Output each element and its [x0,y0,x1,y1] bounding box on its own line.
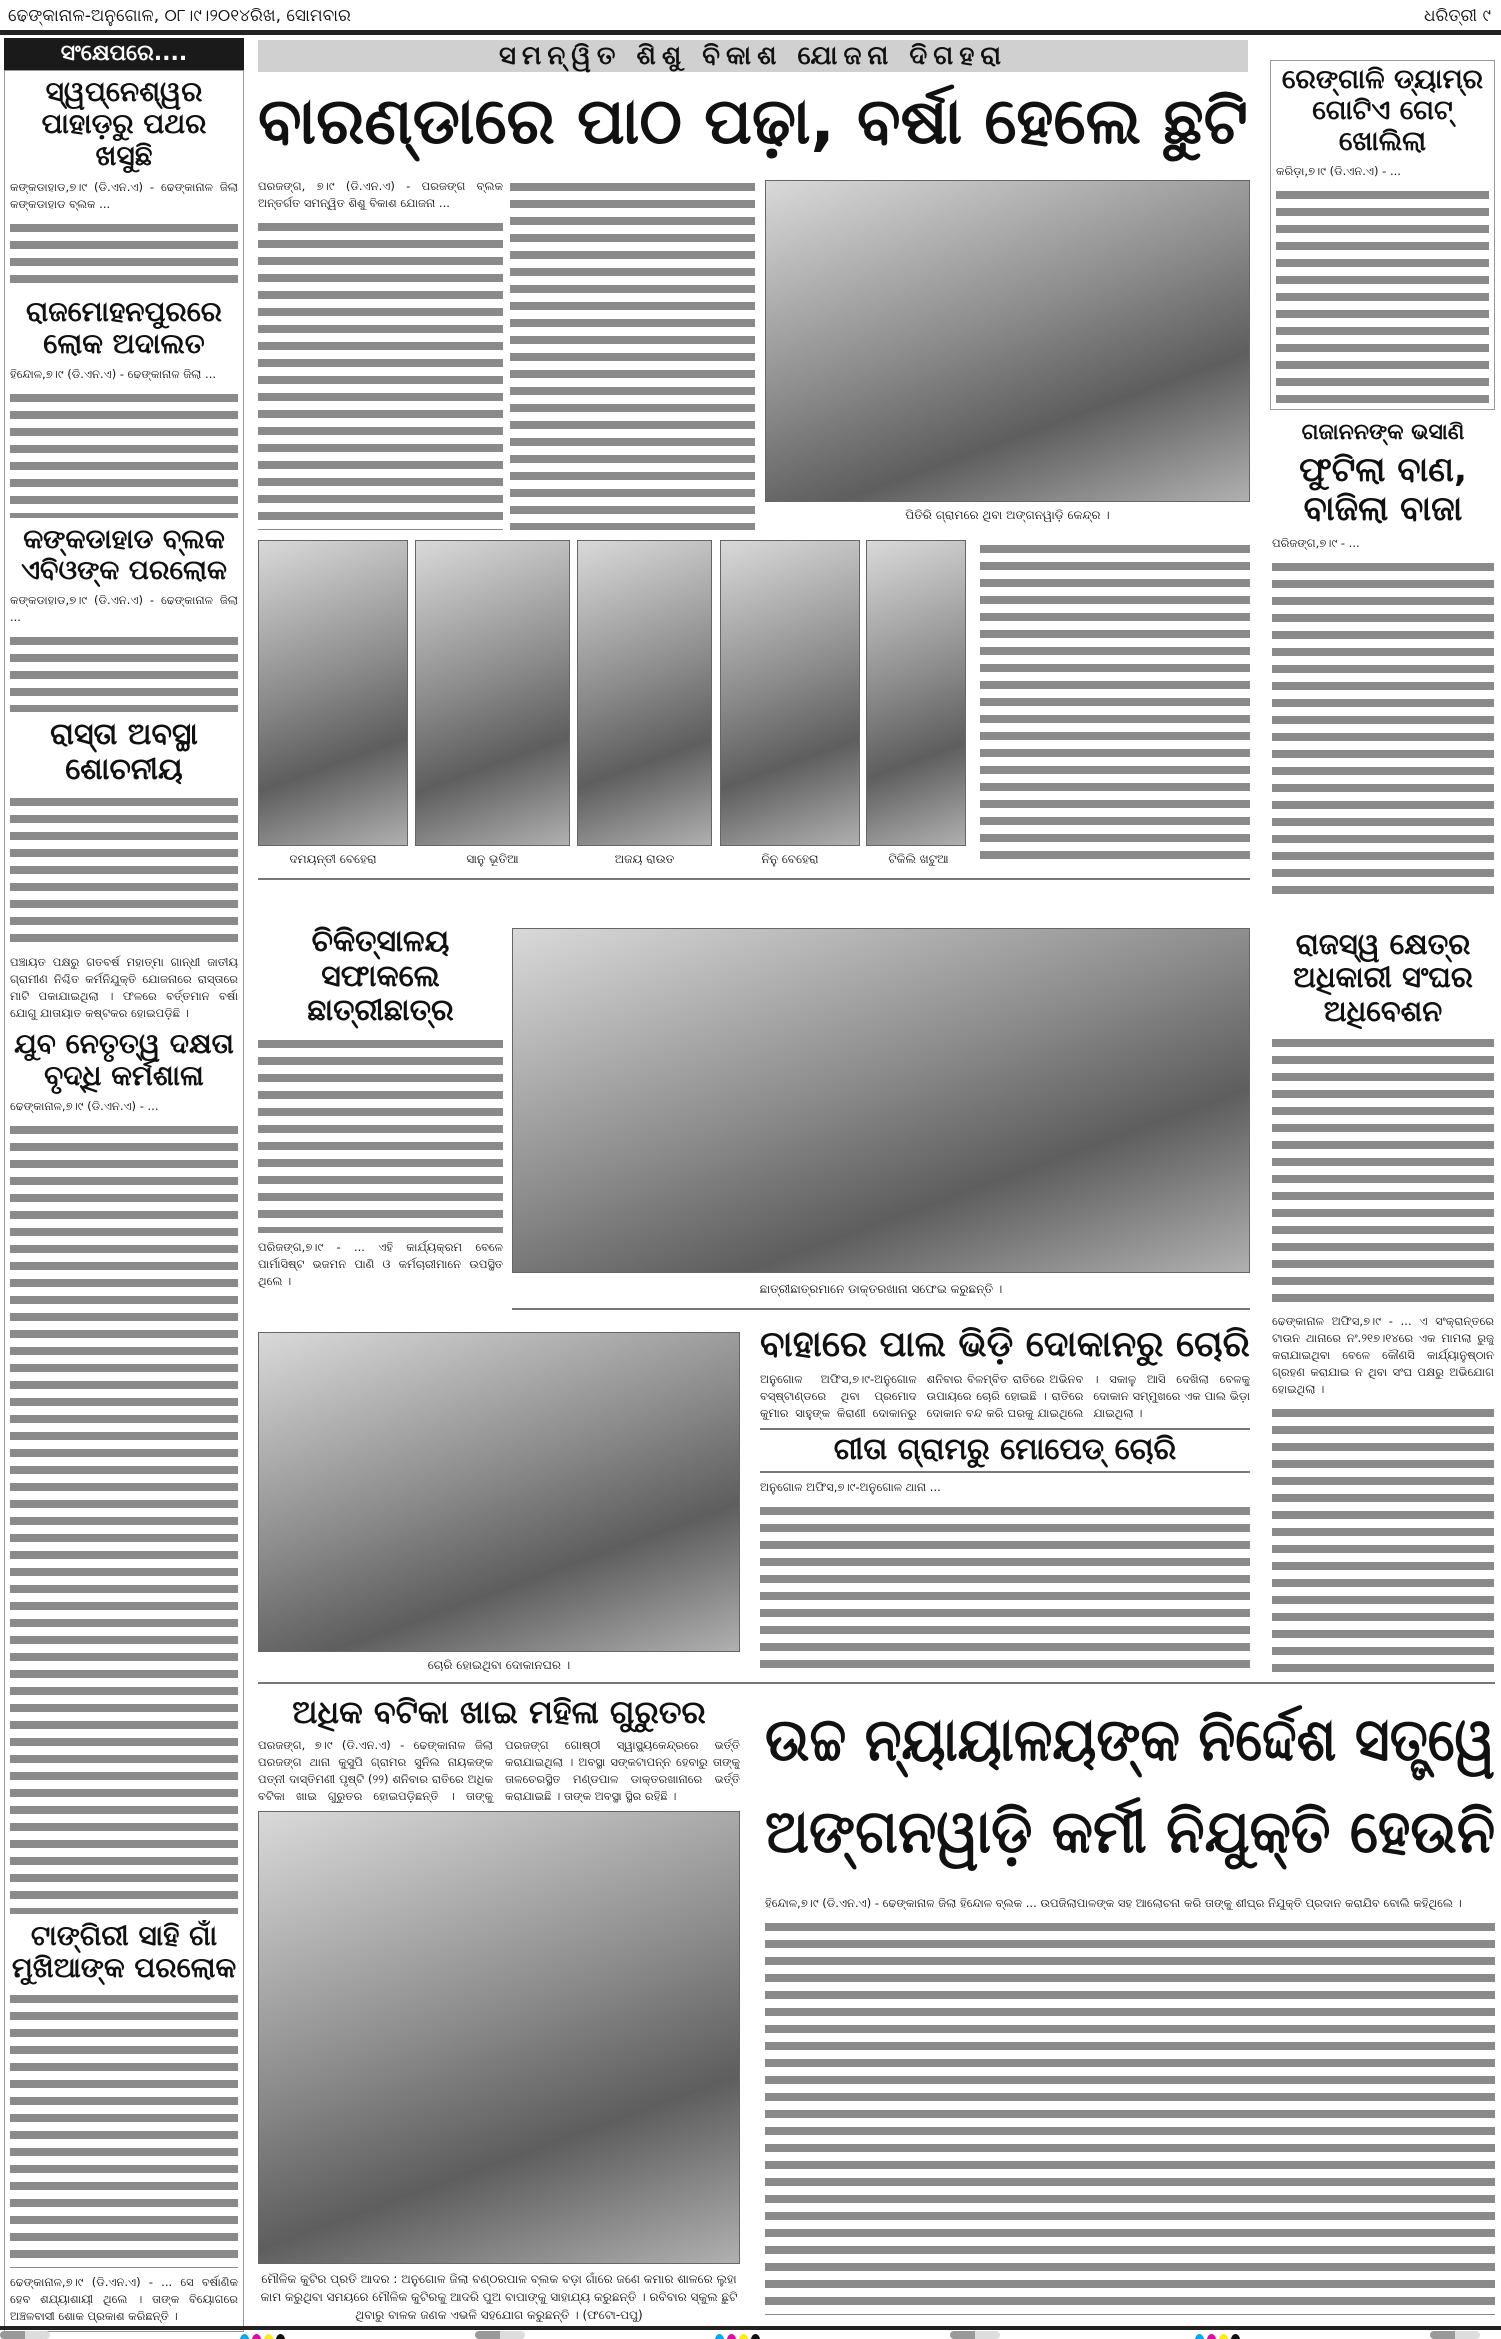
divider [258,878,1250,880]
text-lines [10,1121,238,1914]
footer-rule [0,2326,1501,2330]
text-lines [10,1990,238,2268]
divider [258,1682,1495,1684]
portrait-name: ଅଜୟ ରାଉତ [614,852,675,866]
moped-body: ଅନୁଗୋଳ ଅଫିସ,୭।୯-ଅନୁଗୋଳ ଥାନା ... [760,1479,941,1494]
court-headline-line2: ଅଙ୍ଗନୱାଡ଼ି କର୍ମୀ ନିଯୁକ୍ତି ହେଉନି [765,1797,1496,1867]
pills-headline: ଅଧିକ ବଟିକା ଖାଇ ମହିଳା ଗୁରୁତର [292,1694,706,1731]
lead-column [258,178,503,530]
header-rule [0,30,1501,35]
brief-item [10,718,238,1022]
registration-mark [475,2331,525,2339]
portrait-name: ନିନୁ ବେହେରା [761,852,819,866]
lead-body: ପରଜଙ୍ଗ, ୭।୯ (ଡି.ଏନ.ଏ) - ପରଜଙ୍ଗ ବ୍ଲକ ଅନ୍ତର୍ଗତ ସମନ୍ୱିତ ଶିଶୁ ବିକାଶ ଯୋଜନା ... [258,179,503,210]
revenue-headline: ରାଜସ୍ୱ କ୍ଷେତ୍ର ଅଧିକାରୀ ସଂଘର ଅଧିବେଶନ [1293,928,1473,1028]
portrait-name: ସାନୁ ଭୂତିଆ [466,852,519,866]
text-lines [765,1918,1495,2315]
hospital-photo [512,928,1250,1273]
color-marks [715,2331,763,2339]
portrait-photo [415,540,570,846]
revenue-story [1272,928,1494,1676]
page-number: ଧରିତ୍ରୀ ୯ [1424,6,1491,26]
text-lines [1276,186,1489,404]
brief-item [10,76,238,290]
court-headline-line1: ଉଚ୍ଚ ନ୍ୟାୟାଳୟଙ୍କ ନିର୍ଦ୍ଦେଶ ସତ୍ତ୍ୱେ [765,1705,1495,1775]
brief-item [10,1920,238,2325]
moped-headline: ଗୀତା ଗ୍ରାମରୁ ମୋପେଡ୍ ଚୋରି [760,1428,1250,1473]
text-lines [10,793,238,948]
brief-lead: ପଞ୍ଚାୟତ ପକ୍ଷରୁ ଗତବର୍ଷ ମହାତ୍ମା ଗାନ୍ଧୀ ଜାତୀୟ ଗ୍ରାମୀଣ ନିଶ୍ଚିତ କର୍ମନିଯୁକ୍ତି ଯୋଜନାରେ ରାସ୍ତାରେ ମାଟି ପକାଯାଇଥିଲା । ଫଳରେ ବର୍ତ୍ତମାନ ବର୍ଷା ଯୋଗୁ ଯାତାୟାତ କଷ୍ଟକର ହୋଇପଡ଼ିଛି । [10,955,238,1020]
photo-caption: ମୌଳିକ କୁଟିର ପ୍ରତି ଆଦର : ଅନୁଗୋଳ ଜିଲା ବଣ୍ଠରପାଳ ବ୍ଲକ ବଡ଼ା ଗାଁରେ ଜଣେ କମାର ଶାଳରେ ଲୁହା କାମ କରୁଥିବା ସମୟରେ ମୌଳିକ କୁଟିରକୁ ଆଦରି ପୁଅ ବାପାଙ୍କୁ ସାହାଯ୍ୟ କରୁଛନ୍ତି । ରବିବାର ସ୍କୁଲ ଛୁଟି ଥିବାରୁ ବାଳକ ଜଣକ ଏଭଳି ସହଯୋଗ କରୁଛନ୍ତି । (ଫଟୋ-ପପୁ) [260,2272,738,2322]
text-lines [10,632,238,712]
hospital-headline: ଚିକିତ୍ସାଳୟ ସଫାକଲେ ଛାତ୍ରୀଛାତ୍ର [307,925,454,1028]
portrait-name: ଦମୟନ୍ତୀ ବେହେରା [289,852,377,866]
lead-kicker: ସମନ୍ୱିତ ଶିଶୁ ବିକାଶ ଯୋଜନା ଦିଗହରା [258,40,1248,72]
color-marks [240,2331,288,2339]
court-story [765,1895,1495,2315]
brief-lead: ହିନ୍ଦୋଳ,୭।୯ (ଡି.ଏନ.ଏ) - ଢେଙ୍କାନାଳ ଜିଲା ... [10,367,217,382]
brief-title: କଙ୍କଡାହାଡ ବ୍ଲକ ଏବିଓଙ୍କ ପରଲୋକ [21,524,227,587]
dam-story [1276,64,1489,404]
brief-title: ଯୁବ ନେତୃତ୍ୱ ଦକ୍ଷତା ବୃଦ୍ଧି କର୍ମଶାଳା [14,1028,234,1093]
text-lines [760,1502,1250,1674]
divider [512,1308,1250,1310]
registration-mark [950,2331,1000,2339]
dateline: ଢେଙ୍କାନାଳ-ଅନୁଗୋଳ, ୦୮।୯।୨୦୧୪ରିଖ, ସୋମବାର [8,6,351,26]
brief-title: ରାଜମୋହନପୁରରେ ଲୋକ ଅଦାଲତ [25,296,222,361]
photo-caption: ପିତିରି ଗ୍ରାମରେ ଥିବା ଅଙ୍ଗନୱାଡ଼ି କେନ୍ଦ୍ର । [905,508,1110,522]
brief-item [10,296,238,518]
anganwadi-photo [765,180,1250,502]
pills-story [258,1694,740,2324]
portrait-name: ଟିକିଲି ଖଟୁଆ [888,852,949,866]
brief-title: ଟାଙ୍ଗିରୀ ସାହି ଗାଁ ମୁଖିଆଙ୍କ ପରଲୋକ [11,1920,237,1985]
text-lines [1272,1034,1494,1306]
ganesh-headline: ଫୁଟିଲା ବାଣ, ବାଜିଲା ବାଜା [1299,450,1467,530]
text-lines [258,1035,503,1234]
lead-headline: ବାରଣ୍ଡାରେ ପାଠ ପଢ଼ା, ବର୍ଷା ହେଲେ ଛୁଟି [258,85,1248,159]
hospital-body: ପରିଜଙ୍ଗ,୭।୯ - ... ଏହି କାର୍ଯ୍ୟକ୍ରମ ବେଳେ ପାର୍ମାସିଷ୍ଟ ଭଜମନ ପାଣି ଓ କର୍ମଚାରୀମାନେ ଉପସ୍ଥିତ ଥିଲେ । [258,1240,503,1288]
text-lines [1272,1404,1494,1676]
photo-caption: ଛାତ୍ରୀଛାତ୍ରମାନେ ଡାକ୍ତରଖାନା ସଫେଇ କରୁଛନ୍ତି । [759,1282,1003,1296]
revenue-body: ଢେଙ୍କାନାଳ ଅଫିସ,୭।୯ - ... ଏ ସଂକ୍ରାନ୍ତରେ ଟାଉନ ଥାନାରେ ନଂ.୨୧୭।୧୪ରେ ଏକ ମାମଲା ରୁଜୁ କରାଯାଇଥିବା ବେଳେ କୌଣସି କାର୍ଯ୍ୟାନୁଷ୍ଠାନ ଗ୍ରହଣ କରାଯାଇ ନ ଥିବା ସଂଘ ପକ୍ଷରୁ ଅଭିଯୋଗ ହୋଇଥିଲା । [1272,1313,1494,1396]
portrait-photo [258,540,408,846]
brief-lead: କଙ୍କଡାହାଡ,୭।୯ (ଡି.ଏନ.ଏ) - ଢେଙ୍କାନାଳ ଜିଲା ... [10,593,238,625]
theft-story [760,1324,1250,1674]
pills-body: ପରଜଙ୍ଗ, ୭।୯ (ଡି.ଏନ.ଏ) - ଢେଙ୍କାନାଳ ଜିଲା ପରଜଙ୍ଗ ଥାନା କୁସୁପି ଗ୍ରାମର ସୁନିଲ ନାୟକଙ୍କ ପତ୍ନୀ ଦାସ୍ତିମଣୀ ପୃଷ୍ଟି (୨୨) ଶନିବାର ରାତିରେ ଅଧିକ ବଟିକା ଖାଇ ଗୁରୁତର ହୋଇପଡ଼ିଛନ୍ତି । ତାଙ୍କୁ ପରଜଙ୍ଗ ଗୋଷ୍ଠୀ ସ୍ୱାସ୍ଥ୍ୟକେନ୍ଦ୍ରରେ ଭର୍ତ୍ତି କରାଯାଇଥିଲା । ଅବସ୍ଥା ସଙ୍କଟାପନ୍ନ ହେବାରୁ ତାଙ୍କୁ ତାଳଚେରସ୍ଥିତ ମଣ୍ଡପାଳ ଡାକ୍ତରଖାନାରେ ଭର୍ତ୍ତି କରାଯାଇଛି । ତାଙ୍କ ଅବସ୍ଥା ସ୍ଥିର ରହିଛି । [258,1737,740,1803]
registration-mark [1430,2331,1480,2339]
theft-body: ଅନୁଗୋଳ ଅଫିସ,୭।୯-ଅନୁଗୋଳ ବସ୍‌ଷ୍ଟାଣ୍ଡରେ ଥିବା ପ୍ରମୋଦ କୁମାର ସାହୁଙ୍କ କିରାଣୀ ଦୋକାନରୁ ଶନିବାର ବିଳମ୍ବିତ ରାତିରେ ଅଭିନବ ଉପାୟରେ ଚୋରି ହୋଇଛି । ରାତିରେ ଦୋକାନ ବନ୍ଦ କରି ଘରକୁ ଯାଇଥିଲେ । ସକାଳୁ ଆସି ଦେଖିଲା ବେଳକୁ ଦୋକାନ ସମ୍ମୁଖରେ ଏକ ପାଲ ଭିଡ଼ା ଯାଇଥିଲା । [760,1372,1250,1421]
brief-item [10,1028,238,1914]
theft-headline: ବାହାରେ ପାଲ ଭିଡ଼ି ଦୋକାନରୁ ଚୋରି [760,1324,1250,1365]
brief-title: ରାସ୍ତା ଅବସ୍ଥା ଶୋଚନୀୟ [50,718,198,787]
brief-item [10,524,238,712]
dam-body: କରିଡ଼ା,୭।୯ (ଡି.ଏନ.ଏ) - ... [1276,164,1401,179]
text-lines [1272,558,1494,898]
brief-lead: କଙ୍କଡାହାଡ,୭।୯ (ଡି.ଏନ.ଏ) - ଢେଙ୍କାନାଳ ଜିଲା କଙ୍କଡାହାଡ ବ୍ଲକ ... [10,179,238,211]
court-body: ହିନ୍ଦୋଳ,୭।୯ (ଡି.ଏନ.ଏ) - ଢେଙ୍କାନାଳ ଜିଲା ହିନ୍ଦୋଳ ବ୍ଲକ ... ଉପଜିଲାପାଳଙ୍କ ସହ ଆଲୋଚନା କରି ତାଙ୍କୁ ଶୀଘ୍ର ନିଯୁକ୍ତି ପ୍ରଦାନ କରାଯିବ ବୋଲି କହିଥିଲେ । [765,1896,1462,1910]
portrait-photo [577,540,712,846]
dam-headline: ରେଙ୍ଗାଳି ଡ୍ୟାମ୍‌ର ଗୋଟିଏ ଗେଟ୍ ଖୋଲିଲା [1281,64,1484,158]
photo-caption: ଚୋରି ହୋଇଥିବା ଦୋକାନଘର । [427,1658,571,1672]
text-lines [510,178,755,530]
portrait-photo [720,540,860,846]
ganesh-kicker: ଗଜାନନଙ୍କ ଭସାଣି [1301,420,1465,445]
portrait-photo [866,540,966,846]
brief-lead: ଢେଙ୍କାନାଳ,୭।୯ (ଡି.ଏନ.ଏ) - ... [10,1099,159,1114]
shop-photo [258,1332,740,1652]
text-lines [980,540,1250,865]
color-marks [1195,2331,1243,2339]
blacksmith-photo [258,1811,740,2264]
text-lines [10,389,238,518]
hospital-story [258,925,503,1290]
ganesh-story [1272,420,1494,898]
brief-lead: ଢେଙ୍କାନାଳ,୭।୯ (ଡି.ଏନ.ଏ) - ... ସେ ବର୍ଷାଣିକ ହେବ ଶଯ୍ୟାଶାୟୀ ଥିଲେ । ତାଙ୍କ ବିୟୋଗରେ ଅଞ୍ଚଳବାସୀ ଶୋକ ପ୍ରକାଶ କରିଛନ୍ତି । [10,2275,238,2323]
registration-mark [0,2331,50,2339]
text-lines [10,219,238,290]
text-lines [258,218,503,530]
briefs-label: ସଂକ୍ଷେପରେ.... [4,38,244,70]
brief-title: ସ୍ୱପ୍ନେଶ୍ୱର ପାହାଡ଼ରୁ ପଥର ଖସୁଛି [41,76,207,173]
ganesh-body: ପରିଜଙ୍ଗ,୭।୯ - ... [1272,536,1360,551]
